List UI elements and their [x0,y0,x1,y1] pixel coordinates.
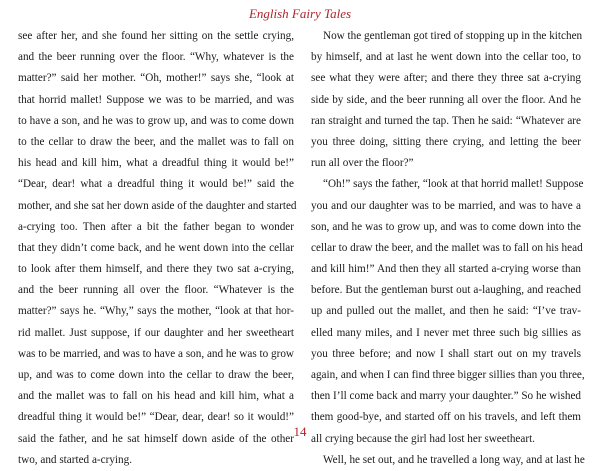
text-line: before. But the gentleman burst out a-laughing, and reached [311,284,581,297]
text-line: cellar to draw the beer, and the mallet was to fall on his head [311,241,583,254]
text-line: dreadful thing it would be!” “Dear, dear, dear! so it would!” [18,411,294,424]
text-line: to have a son, and he was to grow up, and was to come down [18,114,294,127]
text-line: ran straight and turned the tap. Then he said: “Whatever are [311,114,581,127]
text-line: son, and he was to grow up, and was to come down into the [311,220,581,233]
text-line: and the beer running all over the floor. “Whatever is the [18,284,294,297]
text-line: and kill him!” And then they all started a-crying worse than [311,263,581,276]
text-line: and the mallet was to fall on his head and kill him, what a [18,390,294,403]
text-line: up and pulled out the mallet, and then he said: “I’ve trav- [311,305,581,318]
left-text-column [18,26,297,471]
text-line: see what they were after; and there they three sat a-crying [311,72,581,85]
text-line: was to be married, and was to have a son, and he was to grow [18,347,294,360]
text-line: by himself, and at last he went down into the cellar too, to [311,51,581,64]
text-line: two, and started a-crying. [18,453,133,466]
text-line: you three doing, sitting there crying, and letting the beer [311,135,581,148]
text-line: that they didn’t come back, and he went down into the cellar [18,241,294,254]
text-line: you and our daughter was to be married, and was to have a [311,199,581,212]
text-line: a-crying too. Then after a bit the father began to wonder [18,220,294,233]
text-line: rid mallet. Just suppose, if our daughter and her sweetheart [18,326,294,339]
text-line: that horrid mallet! Suppose we was to be married, and was [18,93,294,106]
text-line: then I’ll come back and marry your daughter.” So he wished [311,390,581,403]
text-line: to the cellar to draw the beer, and the mallet was to fall on [18,135,294,148]
text-line: up, and was to come down into the cellar to draw the beer, [18,369,294,381]
text-line: matter?” says he. “Why,” says the mother, “look at that hor- [18,305,294,318]
text-line: matter?” said her mother. “Oh, mother!” says she, “look at [18,72,294,85]
text-line: all crying because the girl had lost her sweetheart. [311,432,535,445]
text-line: said the father, and he sat himself down aside of the other [18,432,294,445]
text-line: again, and when I can find three bigger sillies than you three, [311,369,585,381]
text-line: see after her, and she found her sitting on the settle crying, [18,30,294,42]
text-line: you three before; and now I shall start out on my travels [311,347,581,360]
running-header: English Fairy Tales [248,6,352,21]
right-text-column [311,26,585,471]
text-line: elled many miles, and I never met three such big sillies as [311,326,581,339]
text-line: to look after them himself, and there they two sat a-crying, [18,263,294,276]
text-line: Well, he set out, and he travelled a long way, and at last he [323,453,585,466]
text-line: and the beer running over the floor. “Why, whatever is the [18,51,294,64]
text-line: mother, and she sat her down aside of the daughter and started [18,199,297,212]
text-line: run all over the floor?” [311,157,414,170]
text-line: “Oh!” says the father, “look at that horrid mallet! Suppose [323,178,584,191]
text-line: his head and kill him, what a dreadful thing it would be!” [18,157,294,170]
text-line: side by side, and the beer running all over the floor. And he [311,93,581,106]
text-line: “Dear, dear! what a dreadful thing it would be!” said the [18,178,294,191]
page-number: 14 [293,424,307,439]
text-line: them good-bye, and started off on his travels, and left them [311,411,581,424]
text-line: Now the gentleman got tired of stopping up in the kitchen [323,30,583,42]
